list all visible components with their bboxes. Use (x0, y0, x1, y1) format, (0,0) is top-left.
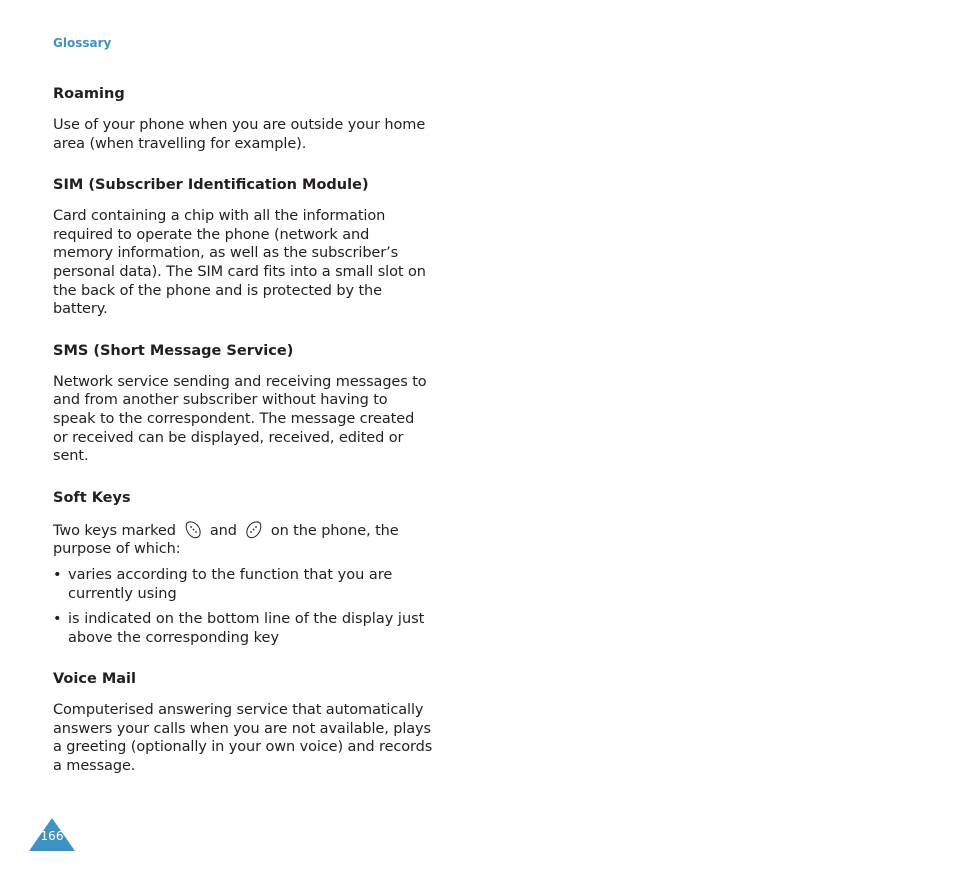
left-soft-key-icon (184, 520, 202, 540)
list-item: • is indicated on the bottom line of the display just above the corresponding key (53, 610, 433, 647)
term-soft-keys: Soft Keys (53, 489, 131, 506)
soft-keys-intro-after: on the phone, the purpose of which: (53, 522, 399, 558)
term-voice-mail: Voice Mail (53, 671, 136, 688)
term-roaming: Roaming (53, 86, 125, 102)
page-header-title: Glossary (53, 36, 112, 50)
definition-sim: Card containing a chip with all the information required to operate the phone (network and memory information, as well as the subscriber’s personal data). The SIM card fits into a small slot on the back of the phone and is protected by the battery. (53, 208, 426, 318)
term-sim: SIM (Subscriber Identification Module) (53, 177, 369, 194)
soft-keys-bullet-list (53, 566, 433, 647)
definition-sms: Network service sending and receiving messages to and from another subscriber without having to speak to the correspondent. The message created or received can be displayed, received, edited or sent. (53, 373, 427, 465)
definition-voice-mail: Computerised answering service that automatically answers your calls when you are not available, plays a greeting (optionally in your own voice) and records a message. (53, 702, 433, 775)
page-number: 166 (40, 829, 64, 843)
list-item: • varies according to the function that you are currently using (53, 566, 433, 603)
right-soft-key-icon (245, 520, 263, 540)
glossary-content (53, 84, 433, 798)
definition-soft-keys (53, 520, 433, 559)
term-sms: SMS (Short Message Service) (53, 342, 294, 359)
soft-keys-intro-before: Two keys marked (53, 522, 176, 539)
soft-keys-intro-middle: and (209, 522, 237, 539)
page-number-badge (29, 818, 75, 851)
definition-roaming: Use of your phone when you are outside your home area (when travelling for example). (53, 117, 426, 152)
